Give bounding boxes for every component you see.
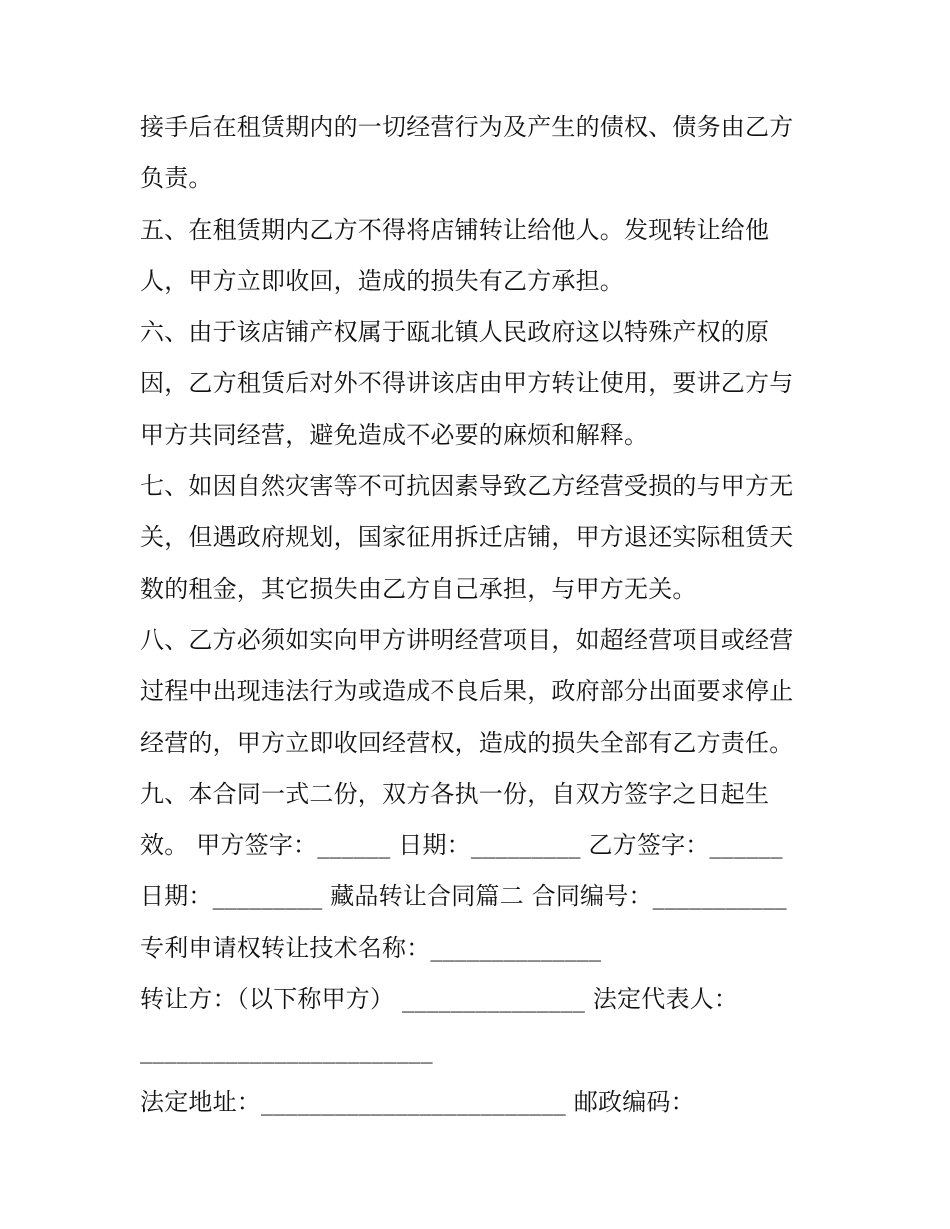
text-line: 人，甲方立即收回，造成的损失有乙方承担。 <box>140 266 624 295</box>
text-line: 经营的，甲方立即收回经营权，造成的损失全部有乙方责任。 <box>140 728 794 757</box>
legal-address-line: 法定地址：_________________________ 邮政编码： <box>140 1087 695 1116</box>
blank-fill-line: ________________________ <box>140 1036 433 1065</box>
clause-seven-line: 七、如因自然灾害等不可抗因素导致乙方经营受损的与甲方无 <box>140 472 794 501</box>
transferor-line: 转让方：（以下称甲方） _______________ 法定代表人： <box>140 985 739 1014</box>
technology-name-line: 专利申请权转让技术名称：______________ <box>140 933 602 962</box>
text-line: 甲方共同经营，避免造成不必要的麻烦和解释。 <box>140 420 649 449</box>
document-body <box>140 102 820 1128</box>
date-contract-number-line: 日期：_________ 藏品转让合同篇二 合同编号：___________ <box>140 882 787 911</box>
text-line: 因，乙方租赁后对外不得讲该店由甲方转让使用，要讲乙方与 <box>140 369 794 398</box>
text-line: 负责。 <box>140 164 213 193</box>
text-line: 接手后在租赁期内的一切经营行为及产生的债权、债务由乙方 <box>140 113 794 141</box>
text-line: 数的租金，其它损失由乙方自己承担，与甲方无关。 <box>140 574 697 603</box>
clause-nine-line: 九、本合同一式二份，双方各执一份，自双方签字之日起生 <box>140 779 770 808</box>
clause-six-line: 六、由于该店铺产权属于瓯北镇人民政府这以特殊产权的原 <box>140 318 770 347</box>
text-line: 过程中出现违法行为或造成不良后果，政府部分出面要求停止 <box>140 677 794 706</box>
signature-line: 效。 甲方签字：______ 日期：_________ 乙方签字：______ <box>140 831 783 860</box>
text-line: 关，但遇政府规划，国家征用拆迁店铺，甲方退还实际租赁天 <box>140 523 794 552</box>
clause-eight-line: 八、乙方必须如实向甲方讲明经营项目，如超经营项目或经营 <box>140 625 794 654</box>
clause-five-line: 五、在租赁期内乙方不得将店铺转让给他人。发现转让给他 <box>140 215 770 244</box>
